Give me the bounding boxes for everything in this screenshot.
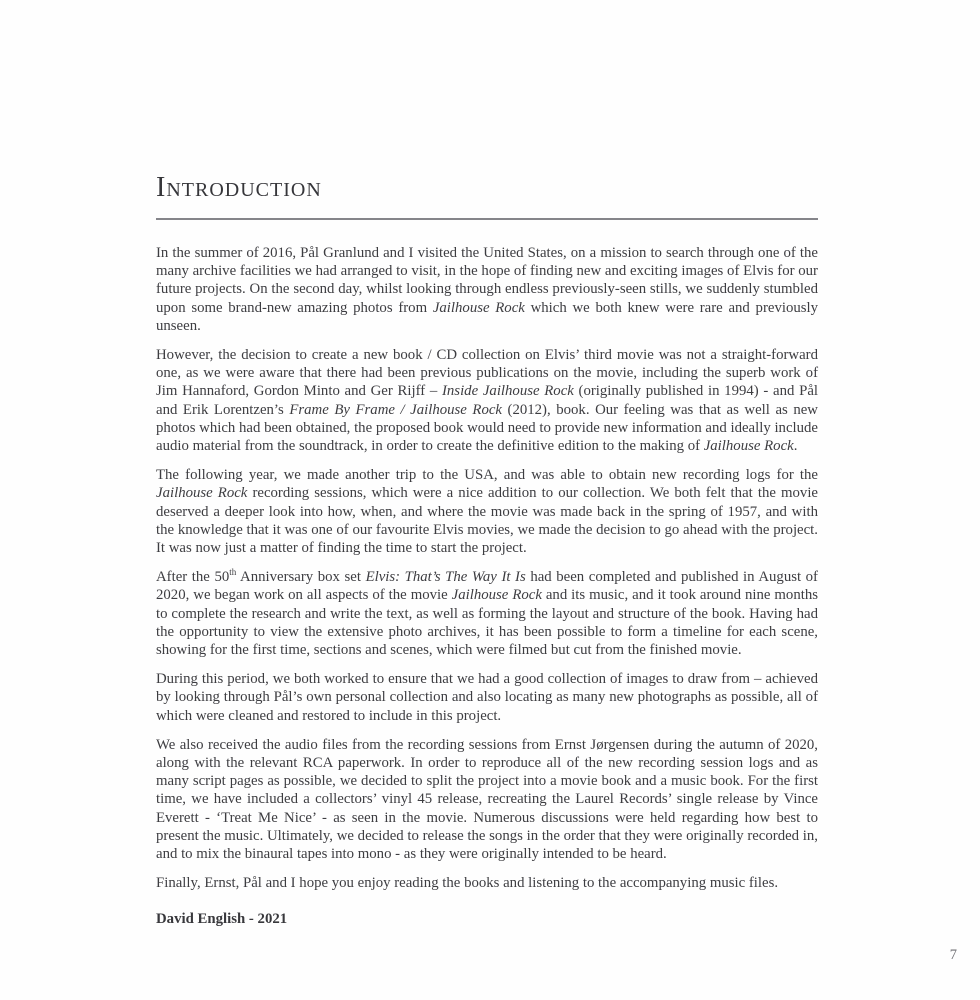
page-content bbox=[156, 174, 818, 928]
paragraph: We also received the audio files from the recording sessions from Ernst Jørgensen during the autumn of 2020, along with the relevant RCA paperwork. In order to reproduce all of the new recording session logs and as many script pages as possible, we decided to split the project into a movie book and a music book. For the first time, we have included a collectors’ vinyl 45 release, recreating the Laurel Records’ single release by Vince Everett - ‘Treat Me Nice’ - as seen in the movie. Numerous discussions were held regarding how best to present the music. Ultimately, we decided to release the songs in the order that they were originally recorded in, and to mix the binaural tapes into mono - as they were originally intended to be heard. bbox=[156, 736, 818, 863]
paragraph: However, the decision to create a new book / CD collection on Elvis’ third movie was not a straight-forward one, as we were aware that there had been previous publications on the movie, including the superb work of Jim Hannaford, Gordon Minto and Ger Rijff – Inside Jailhouse Rock (originally published in 1994) - and Pål and Erik Lorentzen’s Frame By Frame / Jailhouse Rock (2012), book. Our feeling was that as well as new photos which had been obtained, the proposed book would need to provide new information and ideally include audio material from the soundtrack, in order to create the definitive edition to the making of Jailhouse Rock. bbox=[156, 347, 819, 455]
page-number: 7 bbox=[949, 947, 957, 963]
paragraph: In the summer of 2016, Pål Granlund and I visited the United States, on a mission to search through one of the many archive facilities we had arranged to visit, in the hope of finding new and exciting images of Elvis for our future projects. On the second day, whilst looking through endless previously-seen stills, we suddenly stumbled upon some brand-new amazing photos from Jailhouse Rock which we both knew were rare and previously unseen. bbox=[156, 245, 819, 334]
paragraphs bbox=[156, 244, 818, 893]
paragraph: Finally, Ernst, Pål and I hope you enjoy reading the books and listening to the accompanying music files. bbox=[156, 875, 779, 892]
title-divider bbox=[156, 218, 818, 220]
paragraph: During this period, we both worked to ensure that we had a good collection of images to draw from – achieved by looking through Pål’s own personal collection and also locating as many new photographs as possible, all of which were cleaned and restored to include in this project. bbox=[156, 671, 818, 724]
page-title: Introduction bbox=[156, 172, 322, 203]
author-signature: David English - 2021 bbox=[156, 910, 288, 927]
paragraph: After the 50th Anniversary box set Elvis: That’s The Way It Is had been completed and published in August of 2020, we began work on all aspects of the movie Jailhouse Rock and its music, and it took around nine months to complete the research and write the text, as well as forming the layout and structure of the book. Having had the opportunity to view the extensive photo archives, it has been possible to form a timeline for each scene, showing for the first time, sections and scenes, which were filmed but cut from the finished movie. bbox=[156, 567, 818, 659]
paragraph: The following year, we made another trip to the USA, and was able to obtain new recording logs for the Jailhouse Rock recording sessions, which were a nice addition to our collection. We both felt that the movie deserved a deeper look into how, when, and where the movie was made back in the spring of 1957, and with the knowledge that it was one of our favourite Elvis movies, we made the decision to go ahead with the project. It was now just a matter of finding the time to start the project. bbox=[156, 467, 818, 557]
